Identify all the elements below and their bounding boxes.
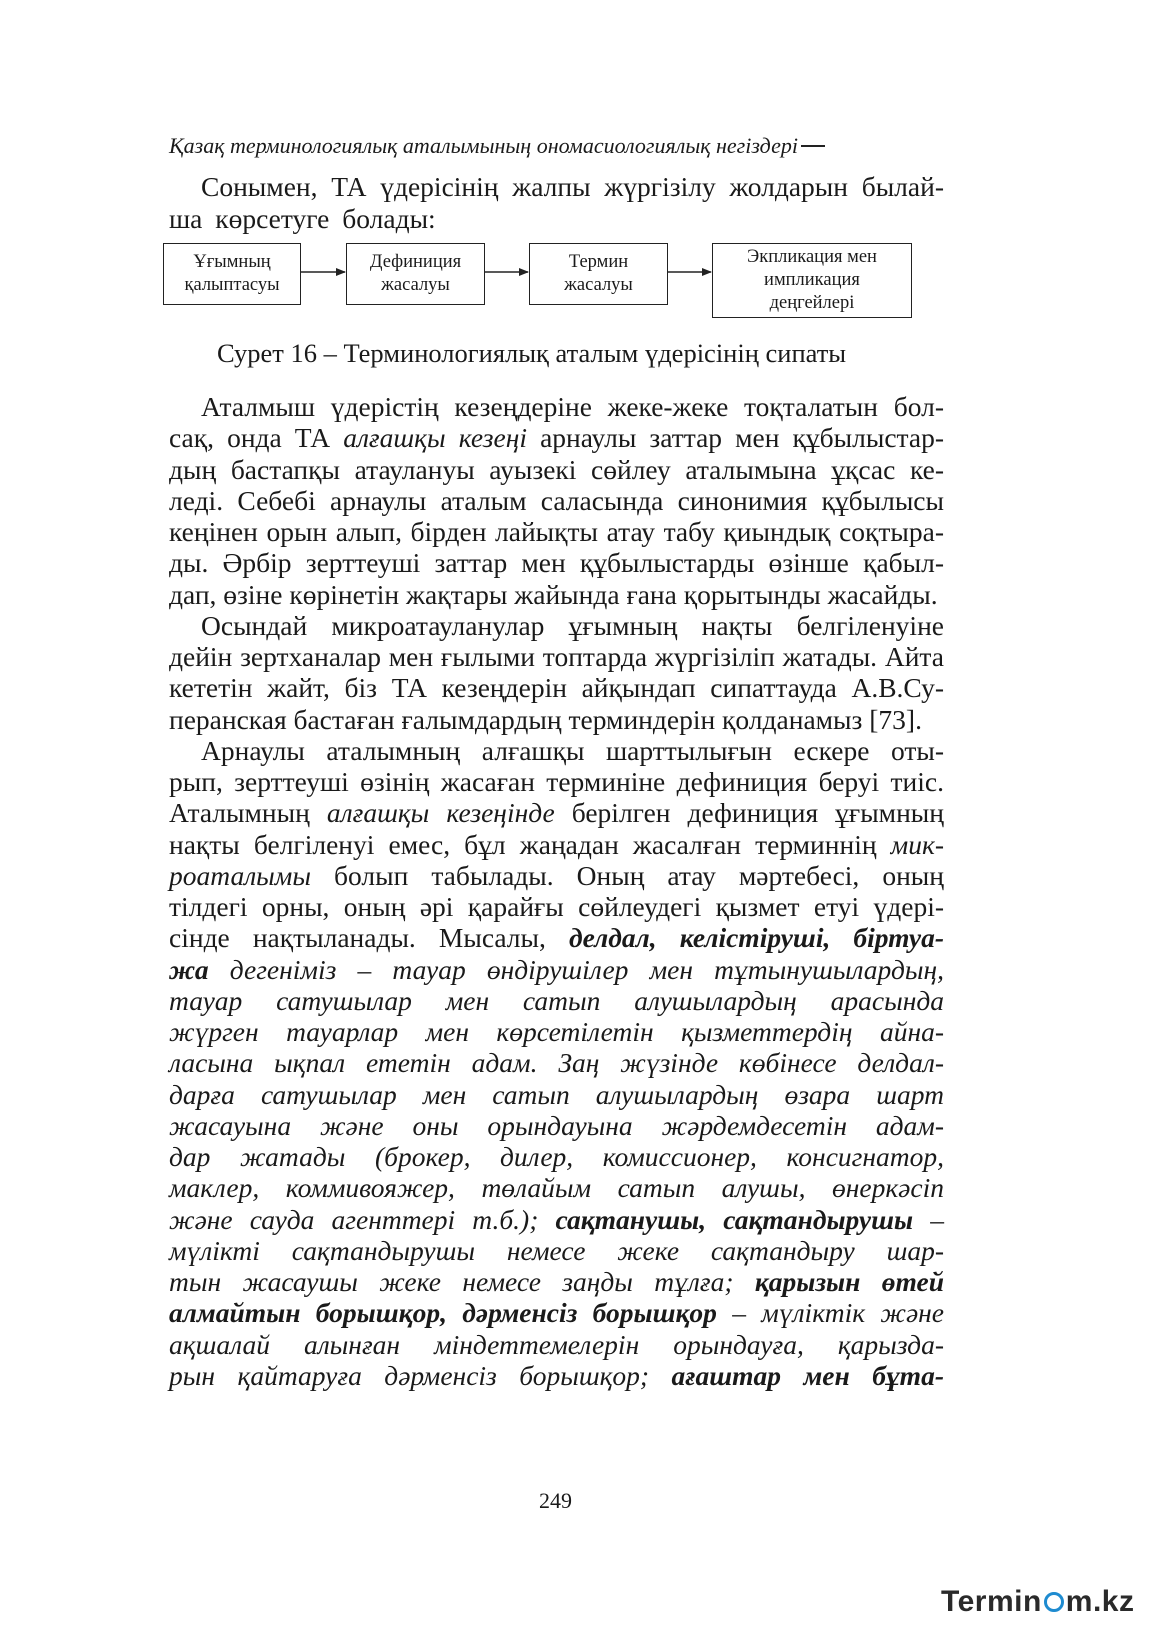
body-line <box>169 1235 944 1266</box>
body-text-run: кеңінен орын алып, бірден лайықты атау табу қиындық соқтыра- <box>169 516 944 547</box>
running-header <box>169 133 959 159</box>
body-line <box>169 641 944 672</box>
body-text-run: ласына ықпал ететін адам. Заң жүзінде көбінесе делдал- <box>169 1047 944 1079</box>
body-text-run: делдал, келістіруші, біртуа- <box>568 922 944 954</box>
body-text-run: ды. Әрбір зерттеуші заттар мен құбылыстарды өзінше қабыл- <box>169 547 944 579</box>
body-text-run: Арнаулы аталымның алғашқы шарттылығын ескере оты- <box>201 734 944 766</box>
logo-ring-icon <box>1044 1592 1064 1612</box>
body-text-run: алғашқы кезеңі <box>343 422 527 454</box>
body-text-run: сақ, онда ТА <box>169 422 344 454</box>
body-text-run: тын жасаушы жеке немесе заңды тұлға; <box>169 1266 755 1297</box>
body-line <box>169 766 944 797</box>
body-text-run: рып, зерттеуші өзінің жасаған терминіне дефиниция беруі тиіс. <box>169 766 944 797</box>
header-rule <box>801 145 825 147</box>
body-text-run: роаталымы <box>169 859 311 891</box>
body-line <box>201 391 944 422</box>
body-text-run: нақты белгіленуі емес, бұл жаңадан жасалған терминнің <box>169 828 891 860</box>
body-line <box>169 1360 944 1391</box>
page-number: 249 <box>539 1488 572 1513</box>
body-line <box>169 1172 944 1203</box>
figure-caption: Сурет 16 – Терминологиялық аталым үдерісінің сипаты <box>217 338 847 368</box>
intro-line-1: Сонымен, ТА үдерісінің жалпы жүргізілу жолдарын былай- <box>201 171 944 202</box>
body-line <box>201 610 944 641</box>
diagram-box-term: Термин жасалуы <box>529 243 668 305</box>
body-text-run: жүрген тауарлар мен көрсетілетін қызметтердің айна- <box>169 1016 944 1047</box>
diagram-box-definition: Дефиниция жасалуы <box>346 243 485 305</box>
body-text-run: леді. Себебі арнаулы аталым саласында синонимия құбылысы <box>169 484 944 516</box>
body-text-run: сақтанушы, сақтандырушы <box>555 1203 914 1235</box>
body-line <box>169 1204 944 1235</box>
body-text-run: дар жатады (брокер, дилер, комиссионер, консигнатор, <box>169 1141 944 1172</box>
body-line <box>201 735 944 766</box>
body-line <box>169 829 944 860</box>
body-text-run: Аталмыш үдерістің кезеңдеріне жеке-жеке тоқталатын бол- <box>201 391 944 422</box>
body-line <box>169 1016 944 1047</box>
body-text-run: ақшалай алынған міндеттемелерін орындауға, қарызда- <box>169 1328 944 1360</box>
body-text-run: – мүліктік және <box>716 1297 944 1329</box>
body-line <box>169 547 944 578</box>
body-line <box>169 1079 944 1110</box>
body-line <box>169 1266 944 1297</box>
body-text-run: болып табылады. Оның атау мәртебесі, оның <box>311 859 944 891</box>
body-text-run: дегеніміз – тауар өндірушілер мен тұтынушылардың, <box>208 953 944 985</box>
body-line <box>169 922 944 953</box>
body-line <box>169 579 944 610</box>
body-text-run: мик- <box>890 828 944 860</box>
watermark-logo: Termin m.kz <box>941 1585 1135 1618</box>
body-text-run: ағаштар мен бұта- <box>671 1359 944 1391</box>
body-text-run: дың бастапқы атаулануы ауызекі сөйлеу аталымына ұқсас ке- <box>169 453 944 485</box>
body-text-run: дап, өзіне көрінетін жақтары жайында ғана қорытынды жасайды. <box>169 578 938 610</box>
body-text-run: маклер, коммивояжер, төлайым сатып алушы, өнеркәсіп <box>169 1172 944 1204</box>
body-line <box>169 797 944 828</box>
body-line <box>169 891 944 922</box>
body-text-run: дейін зертханалар мен ғылыми топтарда жүргізіліп жатады. Айта <box>169 641 944 672</box>
body-line <box>169 985 944 1016</box>
body-text-run: Осындай микроатауланулар ұғымның нақты белгіленуіне <box>201 609 944 641</box>
running-header-text: Қазақ терминологиялық аталымының ономасиологиялық негіздері <box>169 133 798 158</box>
body-line <box>169 485 944 516</box>
body-text-run: кететін жайт, біз ТА кезеңдерін айқындап сипаттауда А.В.Су- <box>169 672 944 704</box>
body-line <box>169 672 944 703</box>
body-text-run: қарызын өтей <box>754 1266 945 1297</box>
body-line <box>169 1110 944 1141</box>
body-text-run: рын қайтаруға дәрменсіз борышқор; <box>169 1359 672 1391</box>
intro-line-2: ша көрсетуге болады: <box>169 203 436 234</box>
body-text-run: Аталымның <box>169 797 327 829</box>
diagram-box-levels: Экпликация мен импликация деңгейлері <box>712 243 912 318</box>
body-text-run: арнаулы заттар мен құбылыстар- <box>526 422 944 454</box>
body-text-run: – <box>913 1203 944 1235</box>
body-line <box>169 860 944 891</box>
body-line <box>169 704 944 735</box>
body-text-run: берілген дефиниция ұғымның <box>554 797 944 829</box>
body-line <box>169 422 944 453</box>
body-line <box>169 454 944 485</box>
body-line <box>169 516 944 547</box>
body-line <box>169 1329 944 1360</box>
body-text-run: жасауына және оны орындауына жәрдемдесетін адам- <box>169 1109 944 1141</box>
body-text-run: тілдегі орны, оның әрі қарайғы сөйлеудегі қызмет етуі үдері- <box>169 891 944 922</box>
body-line <box>169 954 944 985</box>
body-line <box>169 1297 944 1328</box>
body-text-run: алмайтын борышқор, дәрменсіз борышқор <box>169 1297 717 1329</box>
body-text-run: дарға сатушылар мен сатып алушылардың өзара шарт <box>169 1078 944 1110</box>
body-text-run: сінде нақтыланады. Мысалы, <box>169 922 569 954</box>
body-text-run: тауар сатушылар мен сатып алушылардың арасында <box>169 984 944 1016</box>
body-text-run: жа <box>169 953 209 985</box>
body-line <box>169 1047 944 1078</box>
body-line <box>169 1141 944 1172</box>
body-text-run: алғашқы кезеңінде <box>326 797 555 829</box>
body-text-run: және сауда агенттері т.б.); <box>169 1203 556 1235</box>
body-text-run: мүлікті сақтандырушы немесе жеке сақтандыру шар- <box>169 1234 944 1266</box>
body-text-run: перанская бастаған ғалымдардың терминдерін қолданамыз [73]. <box>169 703 922 735</box>
diagram-box-concept: Ұғымның қалыптасуы <box>163 243 301 305</box>
